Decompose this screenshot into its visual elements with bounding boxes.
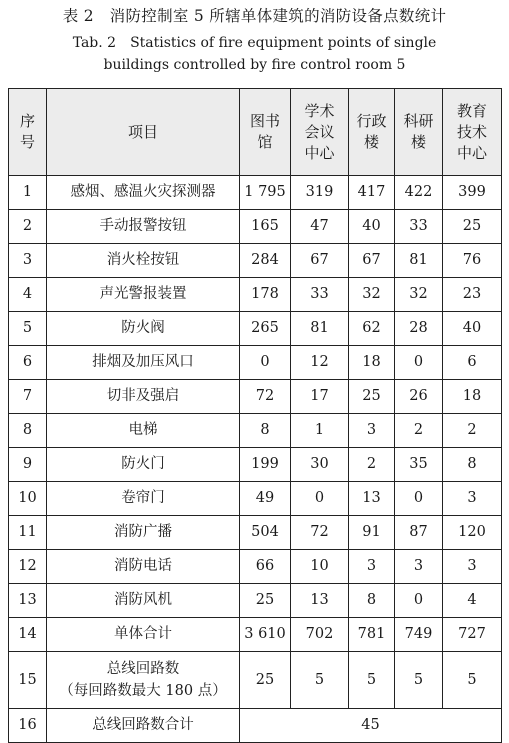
cell-item: 消防电话 bbox=[47, 550, 240, 584]
cell-conference: 47 bbox=[291, 210, 349, 244]
header-library: 图书 馆 bbox=[240, 89, 291, 176]
cell-library: 284 bbox=[240, 244, 291, 278]
cell-item: 消防广播 bbox=[47, 516, 240, 550]
cell-no: 13 bbox=[9, 584, 47, 618]
cell-admin: 2 bbox=[349, 448, 395, 482]
cell-no: 16 bbox=[9, 709, 47, 743]
cell-conference: 1 bbox=[291, 414, 349, 448]
cell-conference: 72 bbox=[291, 516, 349, 550]
cell-research: 33 bbox=[395, 210, 443, 244]
table-row bbox=[9, 414, 502, 448]
cell-admin: 91 bbox=[349, 516, 395, 550]
table-row bbox=[9, 244, 502, 278]
cell-conference: 0 bbox=[291, 482, 349, 516]
fire-equipment-table bbox=[8, 88, 502, 743]
cell-item: 声光警报装置 bbox=[47, 278, 240, 312]
cell-item: 防火门 bbox=[47, 448, 240, 482]
cell-education: 40 bbox=[443, 312, 502, 346]
table-row bbox=[9, 312, 502, 346]
cell-library: 3 610 bbox=[240, 618, 291, 652]
cell-admin: 18 bbox=[349, 346, 395, 380]
cell-no: 6 bbox=[9, 346, 47, 380]
cell-no: 7 bbox=[9, 380, 47, 414]
cell-admin: 67 bbox=[349, 244, 395, 278]
cell-education: 120 bbox=[443, 516, 502, 550]
cell-education: 25 bbox=[443, 210, 502, 244]
cell-library: 1 795 bbox=[240, 176, 291, 210]
cell-no: 9 bbox=[9, 448, 47, 482]
cell-item: 电梯 bbox=[47, 414, 240, 448]
cell-no: 15 bbox=[9, 652, 47, 709]
header-research: 科研 楼 bbox=[395, 89, 443, 176]
cell-no: 11 bbox=[9, 516, 47, 550]
cell-research: 81 bbox=[395, 244, 443, 278]
table-caption bbox=[0, 0, 509, 76]
cell-conference: 33 bbox=[291, 278, 349, 312]
cell-item: 切非及强启 bbox=[47, 380, 240, 414]
cell-research: 0 bbox=[395, 584, 443, 618]
cell-library: 265 bbox=[240, 312, 291, 346]
cell-no: 12 bbox=[9, 550, 47, 584]
cell-admin: 3 bbox=[349, 414, 395, 448]
cell-education: 727 bbox=[443, 618, 502, 652]
cell-library: 72 bbox=[240, 380, 291, 414]
cell-item: 防火阀 bbox=[47, 312, 240, 346]
header-row bbox=[9, 89, 502, 176]
cell-admin: 417 bbox=[349, 176, 395, 210]
cell-research: 422 bbox=[395, 176, 443, 210]
cell-admin: 40 bbox=[349, 210, 395, 244]
cell-research: 87 bbox=[395, 516, 443, 550]
table-row-15 bbox=[9, 652, 502, 709]
cell-no: 3 bbox=[9, 244, 47, 278]
cell-no: 5 bbox=[9, 312, 47, 346]
cell-item: 排烟及加压风口 bbox=[47, 346, 240, 380]
cell-education: 3 bbox=[443, 550, 502, 584]
cell-admin: 62 bbox=[349, 312, 395, 346]
table-row bbox=[9, 516, 502, 550]
cell-conference: 67 bbox=[291, 244, 349, 278]
cell-conference: 17 bbox=[291, 380, 349, 414]
header-seq: 序 号 bbox=[9, 89, 47, 176]
cell-conference: 30 bbox=[291, 448, 349, 482]
cell-conference: 81 bbox=[291, 312, 349, 346]
cell-education: 23 bbox=[443, 278, 502, 312]
cell-no: 10 bbox=[9, 482, 47, 516]
table-row bbox=[9, 176, 502, 210]
cell-no: 2 bbox=[9, 210, 47, 244]
cell-conference: 319 bbox=[291, 176, 349, 210]
cell-conference: 5 bbox=[291, 652, 349, 709]
cell-library: 165 bbox=[240, 210, 291, 244]
cell-education: 76 bbox=[443, 244, 502, 278]
cell-research: 5 bbox=[395, 652, 443, 709]
cell-education: 2 bbox=[443, 414, 502, 448]
cell-library: 178 bbox=[240, 278, 291, 312]
cell-conference: 12 bbox=[291, 346, 349, 380]
cell-education: 8 bbox=[443, 448, 502, 482]
cell-research: 749 bbox=[395, 618, 443, 652]
cell-research: 0 bbox=[395, 482, 443, 516]
cell-research: 28 bbox=[395, 312, 443, 346]
table-row bbox=[9, 550, 502, 584]
table-row bbox=[9, 482, 502, 516]
cell-library: 504 bbox=[240, 516, 291, 550]
cell-no: 14 bbox=[9, 618, 47, 652]
cell-item: 消防风机 bbox=[47, 584, 240, 618]
cell-library: 8 bbox=[240, 414, 291, 448]
cell-education: 399 bbox=[443, 176, 502, 210]
cell-item: 手动报警按钮 bbox=[47, 210, 240, 244]
cell-research: 0 bbox=[395, 346, 443, 380]
cell-item: 单体合计 bbox=[47, 618, 240, 652]
cell-research: 35 bbox=[395, 448, 443, 482]
cell-item: 消火栓按钮 bbox=[47, 244, 240, 278]
cell-library: 25 bbox=[240, 584, 291, 618]
cell-item: 总线回路数 （每回路数最大 180 点） bbox=[47, 652, 240, 709]
cell-research: 26 bbox=[395, 380, 443, 414]
cell-library: 25 bbox=[240, 652, 291, 709]
cell-item: 总线回路数合计 bbox=[47, 709, 240, 743]
cell-admin: 25 bbox=[349, 380, 395, 414]
cell-conference: 13 bbox=[291, 584, 349, 618]
cell-education: 6 bbox=[443, 346, 502, 380]
caption-english-line2: buildings controlled by fire control room 5 bbox=[103, 57, 406, 73]
table-row bbox=[9, 618, 502, 652]
cell-admin: 781 bbox=[349, 618, 395, 652]
cell-library: 66 bbox=[240, 550, 291, 584]
cell-library: 49 bbox=[240, 482, 291, 516]
cell-research: 2 bbox=[395, 414, 443, 448]
cell-conference: 10 bbox=[291, 550, 349, 584]
cell-admin: 8 bbox=[349, 584, 395, 618]
cell-library: 0 bbox=[240, 346, 291, 380]
cell-education: 18 bbox=[443, 380, 502, 414]
table-row bbox=[9, 584, 502, 618]
table-row bbox=[9, 278, 502, 312]
table-row-16 bbox=[9, 709, 502, 743]
cell-item: 卷帘门 bbox=[47, 482, 240, 516]
table-body bbox=[9, 176, 502, 743]
header-admin: 行政 楼 bbox=[349, 89, 395, 176]
cell-no: 1 bbox=[9, 176, 47, 210]
cell-library: 199 bbox=[240, 448, 291, 482]
cell-conference: 702 bbox=[291, 618, 349, 652]
cell-item: 感烟、感温火灾探测器 bbox=[47, 176, 240, 210]
table-row bbox=[9, 448, 502, 482]
caption-english-line1: Tab. 2 Statistics of fire equipment points of single bbox=[72, 35, 437, 51]
cell-research: 3 bbox=[395, 550, 443, 584]
table-row bbox=[9, 210, 502, 244]
cell-no: 4 bbox=[9, 278, 47, 312]
cell-admin: 3 bbox=[349, 550, 395, 584]
cell-no: 8 bbox=[9, 414, 47, 448]
header-item: 项目 bbox=[47, 89, 240, 176]
caption-chinese: 表 2 消防控制室 5 所辖单体建筑的消防设备点数统计 bbox=[62, 7, 447, 25]
header-education: 教育 技术 中心 bbox=[443, 89, 502, 176]
cell-total-loops: 45 bbox=[240, 709, 502, 743]
cell-admin: 32 bbox=[349, 278, 395, 312]
cell-education: 4 bbox=[443, 584, 502, 618]
cell-research: 32 bbox=[395, 278, 443, 312]
cell-admin: 5 bbox=[349, 652, 395, 709]
cell-education: 3 bbox=[443, 482, 502, 516]
header-conference: 学术 会议 中心 bbox=[291, 89, 349, 176]
cell-admin: 13 bbox=[349, 482, 395, 516]
table-row bbox=[9, 380, 502, 414]
table-row bbox=[9, 346, 502, 380]
cell-education: 5 bbox=[443, 652, 502, 709]
